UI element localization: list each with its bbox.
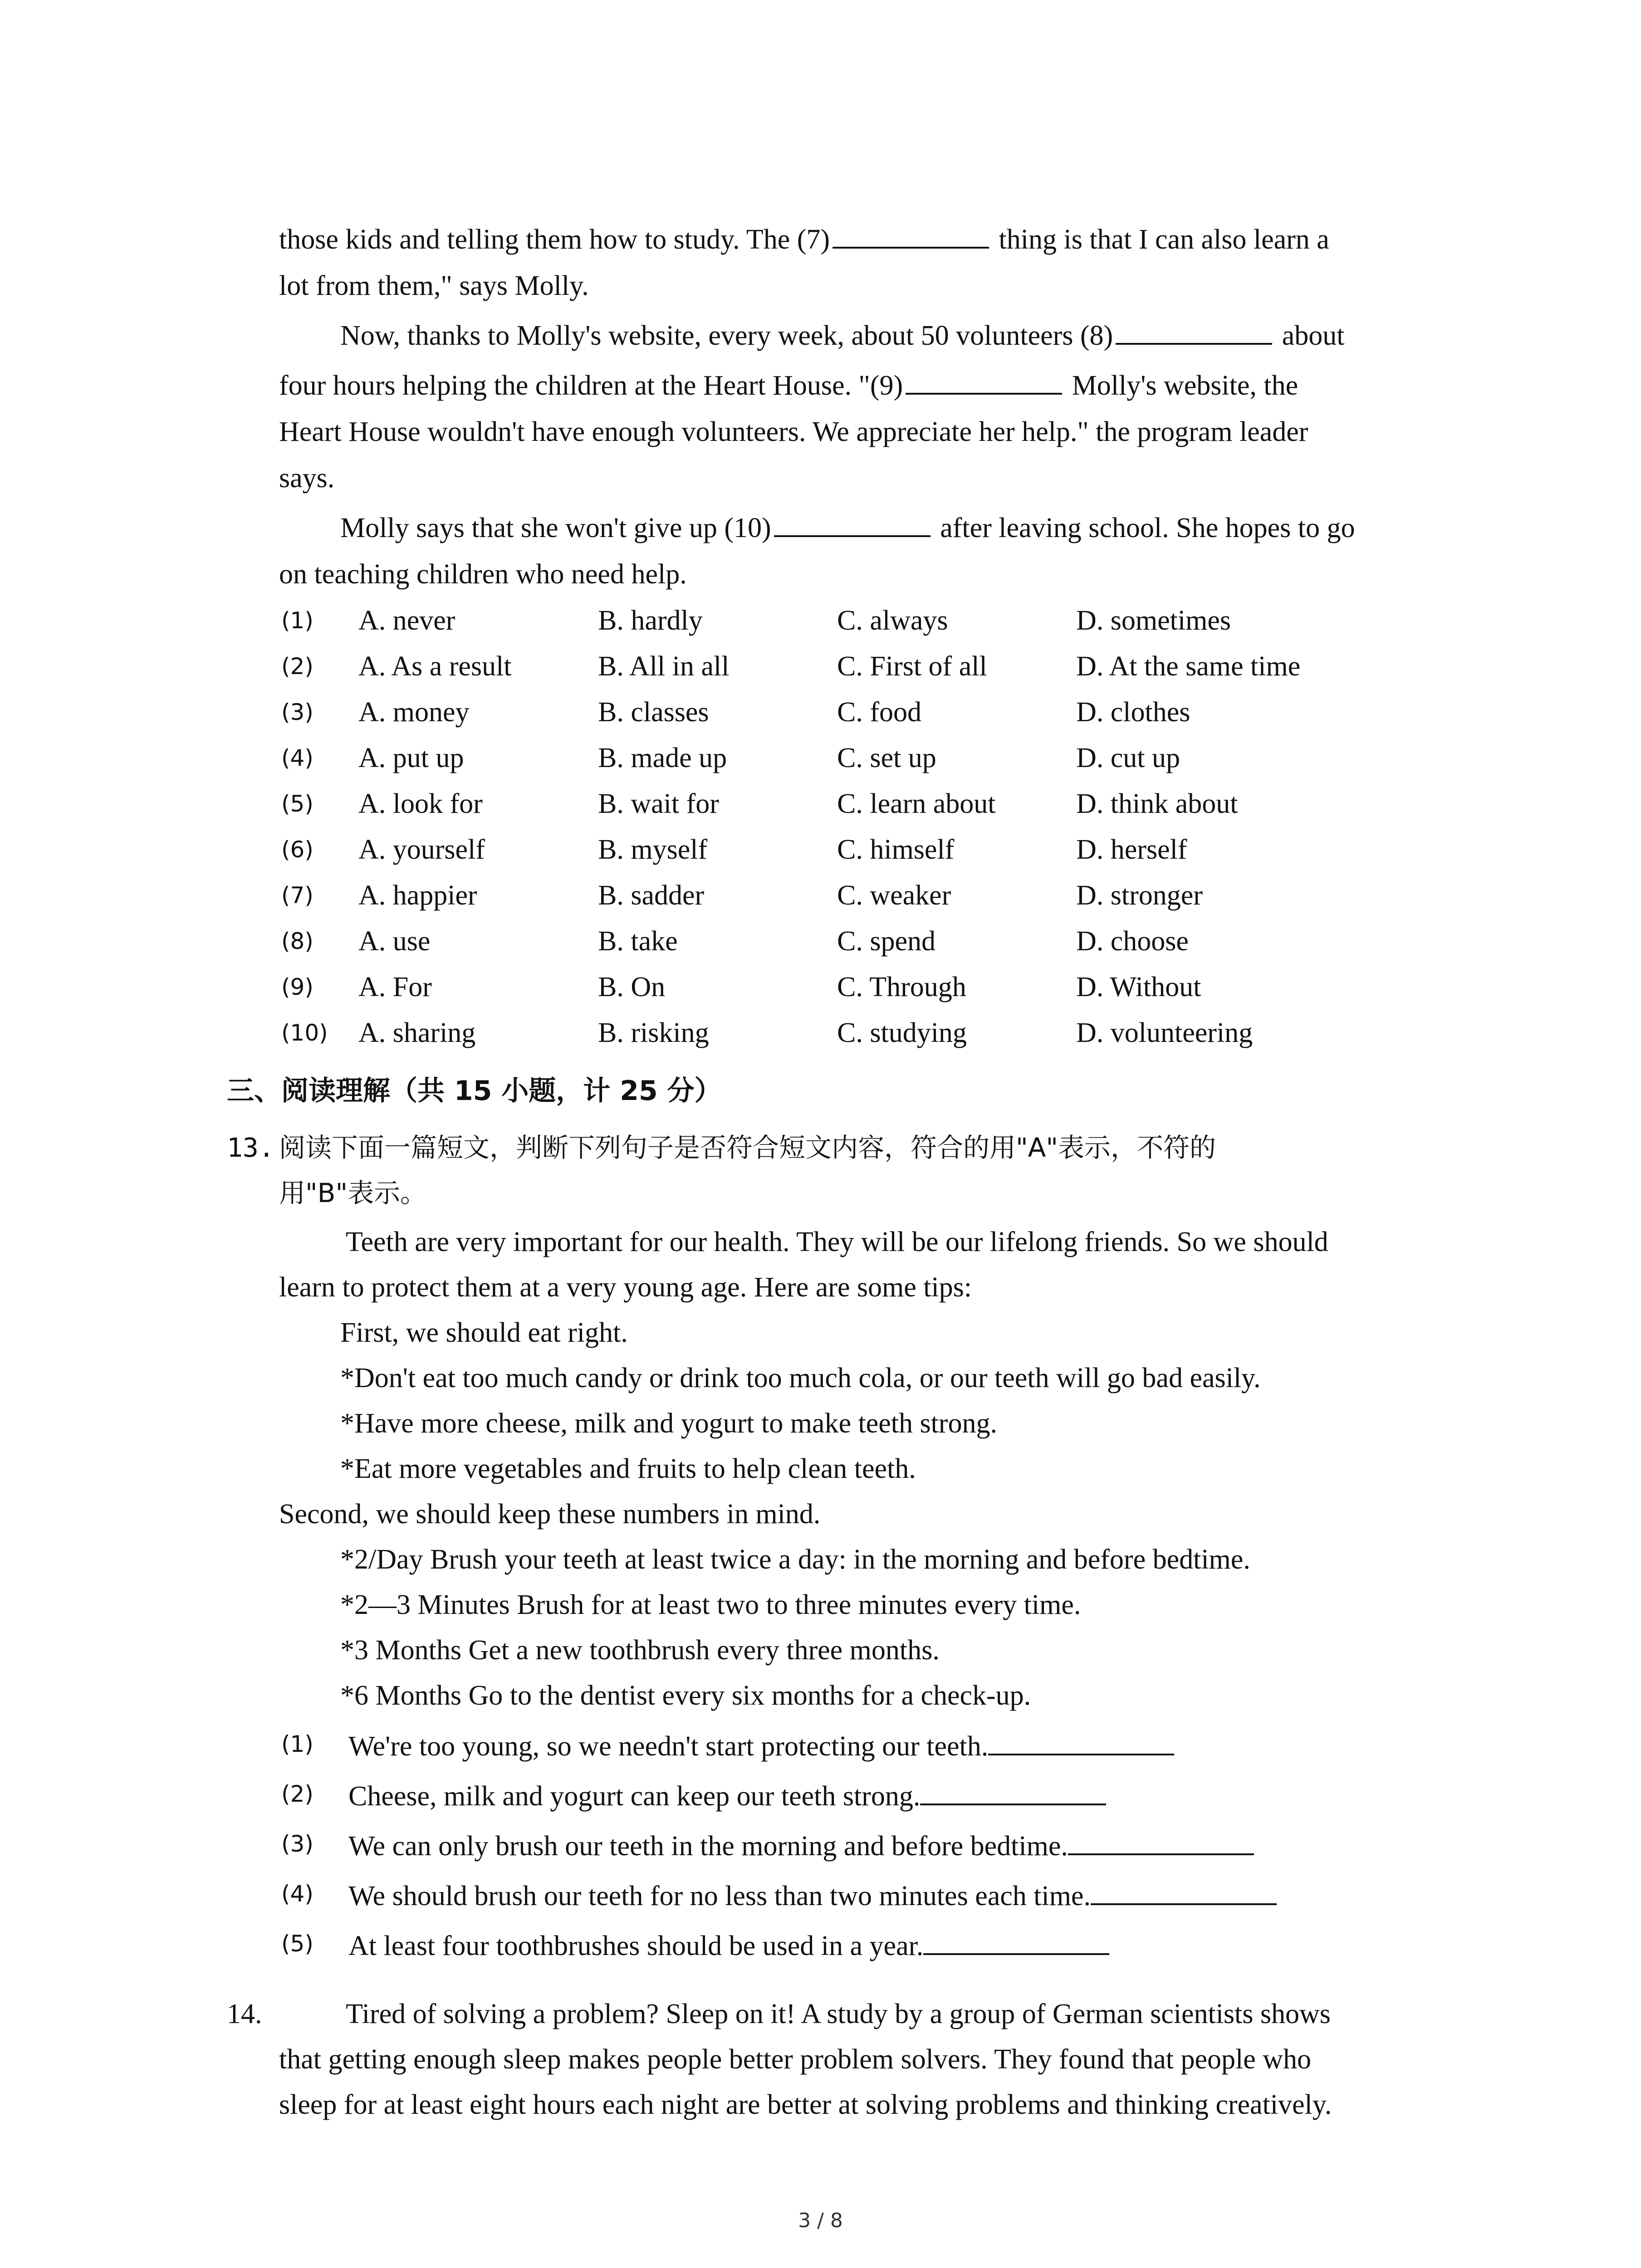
question-number: 14. — [227, 1999, 262, 2029]
option-b: B. wait for — [598, 788, 719, 819]
option-d: D. Without — [1076, 972, 1201, 1002]
passage-line: Second, we should keep these numbers in mind. — [279, 1499, 821, 1530]
answer-blank — [1116, 317, 1272, 345]
option-d: D. sometimes — [1076, 605, 1231, 636]
statement: At least four toothbrushes should be used in a year. — [348, 1923, 1112, 1969]
option-b: B. hardly — [598, 605, 703, 636]
option-c: C. weaker — [837, 880, 951, 911]
statement-number: (4) — [281, 1881, 314, 1907]
statement-number: (1) — [281, 1731, 314, 1757]
passage-line: four hours helping the children at the Heart House. "(9) Molly's website, the — [279, 363, 1298, 408]
statement: We should brush our teeth for no less than two minutes each time. — [348, 1873, 1279, 1919]
option-a: A. look for — [358, 788, 483, 819]
option-c: C. studying — [837, 1017, 967, 1048]
option-a: A. For — [358, 972, 432, 1002]
question-number: 13. — [227, 1132, 274, 1163]
answer-blank — [1068, 1827, 1254, 1855]
option-b: B. classes — [598, 697, 709, 728]
passage-line: *6 Months Go to the dentist every six months for a check-up. — [340, 1680, 1031, 1711]
option-a: A. happier — [358, 880, 477, 911]
option-a: A. use — [358, 926, 431, 957]
option-d: D. think about — [1076, 788, 1238, 819]
statement-number: (5) — [281, 1931, 314, 1957]
answer-blank — [1091, 1877, 1277, 1905]
option-d: D. stronger — [1076, 880, 1203, 911]
option-d: D. At the same time — [1076, 651, 1301, 682]
question-instruction: 阅读下面一篇短文，判断下列句子是否符合短文内容，符合的用"A"表示，不符的 — [279, 1132, 1216, 1163]
passage-line: *2—3 Minutes Brush for at least two to three minutes every time. — [340, 1589, 1081, 1620]
exam-page: those kids and telling them how to study. The (7) thing is that I can also learn a lot from them," says Molly. Now, thanks to Molly's website, every week, about 50 volunteers (8) about four hours helping the children at the Heart House. "(9) Molly's website, the Heart House wouldn't have enough volunteers. We appreciate her help." the program leader says. Molly says that she won't give up (10) after leaving school. She hopes to go on teaching children who need help. (1) A. never B. hardly C. always D. sometimes (2) A. As a result B. All in all C. First of all D. At the same time (3) A. money B. classes C. food D. clothes (4) A. put up B. made up C. set up D. cut up (5) A. look for B. wait for C. learn about D. think about (6) A. yourself B. myself C. himself D. herself (7) A. happier B. sadder C. weaker D. stronger (8) A. use B. take C. spend D. choose (9) A. For B. On C. Through D. Without (10) A. sharing B. risking C. studying D. volunteering 三、阅读理解（共 15 小题，计 25 分） 13. 阅读下面一篇短文，判断下列句子是否符合短文内容，符合的用"A"表示，不符的 用"B"表示。 Teeth are very important for our health. They will be our lifelong friends. So we should learn to protect them at a very young age. Here are some tips: First, we should eat right. *Don't eat too much candy or drink too much cola, or our teeth will go bad easily. *Have more cheese, milk and yogurt to make teeth strong. *Eat more vegetables and fruits to help clean teeth. Second, we should keep these numbers in mind. *2/Day Brush your teeth at least twice a day: in the morning and before bedtime. *2—3 Minutes Brush for at least two to three minutes every time. *3 Months Get a new toothbrush every three months. *6 Months Go to the dentist every six months for a check-up. (1) We're too young, so we needn't start protecting our teeth. (2) Cheese, milk and yogurt can keep our teeth strong. (3) We can only brush our teeth in the morning and before bedtime. (4) We should brush our teeth for no less than two minutes each time. (5) At least four toothbrushes should be used in a year. 14. Tired of solving a problem? Sleep on it! A study by a group of German scientists shows that getting enough sleep makes people better problem solvers. They found that people who sleep for at least eight hours each night are better at solving problems and thinking creatively. 3 / 8 — [0, 0, 1641, 2268]
statement: We're too young, so we needn't start protecting our teeth. — [348, 1724, 1177, 1769]
option-a: A. never — [358, 605, 456, 636]
passage-line: *Don't eat too much candy or drink too much cola, or our teeth will go bad easily. — [340, 1363, 1261, 1393]
option-b: B. All in all — [598, 651, 730, 682]
passage-line: Molly says that she won't give up (10) after leaving school. She hopes to go — [340, 505, 1355, 551]
option-a: A. sharing — [358, 1017, 476, 1048]
statement: We can only brush our teeth in the morning and before bedtime. — [348, 1823, 1257, 1869]
answer-blank — [774, 509, 931, 537]
passage-line: lot from them," says Molly. — [279, 270, 589, 301]
option-c: C. set up — [837, 743, 936, 773]
passage-line: says. — [279, 463, 335, 494]
option-a: A. money — [358, 697, 470, 728]
passage-line: learn to protect them at a very young age. Here are some tips: — [279, 1272, 972, 1303]
statement-number: (3) — [281, 1831, 314, 1857]
option-c: C. learn about — [837, 788, 996, 819]
passage-line: Teeth are very important for our health. They will be our lifelong friends. So we should — [346, 1227, 1328, 1257]
page-number: 3 / 8 — [798, 2209, 843, 2232]
passage-line: sleep for at least eight hours each night are better at solving problems and thinking creatively. — [279, 2089, 1332, 2120]
passage-line: *3 Months Get a new toothbrush every three months. — [340, 1635, 940, 1666]
answer-blank — [988, 1727, 1174, 1755]
option-c: C. food — [837, 697, 921, 728]
option-b: B. On — [598, 972, 666, 1002]
passage-line: Now, thanks to Molly's website, every week, about 50 volunteers (8) about — [340, 313, 1344, 358]
option-c: C. Through — [837, 972, 966, 1002]
passage-line: First, we should eat right. — [340, 1317, 628, 1348]
option-d: D. clothes — [1076, 697, 1190, 728]
option-b: B. take — [598, 926, 678, 957]
statement-number: (2) — [281, 1781, 314, 1807]
option-b: B. made up — [598, 743, 727, 773]
answer-blank — [833, 220, 989, 249]
passage-line: *Eat more vegetables and fruits to help clean teeth. — [340, 1453, 916, 1484]
section-title: 三、阅读理解（共 15 小题，计 25 分） — [227, 1075, 722, 1107]
option-c: C. always — [837, 605, 948, 636]
answer-blank — [906, 367, 1062, 395]
option-b: B. risking — [598, 1017, 709, 1048]
question-instruction: 用"B"表示。 — [279, 1178, 427, 1208]
statement: Cheese, milk and yogurt can keep our teeth strong. — [348, 1774, 1109, 1819]
passage-line: Tired of solving a problem? Sleep on it! A study by a group of German scientists shows — [346, 1999, 1331, 2029]
answer-blank — [923, 1927, 1109, 1955]
option-c: C. himself — [837, 834, 955, 865]
passage-line: that getting enough sleep makes people better problem solvers. They found that people who — [279, 2044, 1312, 2075]
passage-line: *2/Day Brush your teeth at least twice a day: in the morning and before bedtime. — [340, 1544, 1250, 1575]
passage-line: those kids and telling them how to study. The (7) thing is that I can also learn a — [279, 217, 1329, 262]
answer-blank — [920, 1777, 1106, 1805]
option-a: A. yourself — [358, 834, 485, 865]
passage-line: on teaching children who need help. — [279, 559, 687, 590]
option-c: C. First of all — [837, 651, 987, 682]
option-b: B. myself — [598, 834, 708, 865]
option-a: A. put up — [358, 743, 464, 773]
option-d: D. choose — [1076, 926, 1189, 957]
option-b: B. sadder — [598, 880, 705, 911]
option-c: C. spend — [837, 926, 936, 957]
option-a: A. As a result — [358, 651, 512, 682]
option-d: D. volunteering — [1076, 1017, 1253, 1048]
passage-line: Heart House wouldn't have enough volunteers. We appreciate her help." the program leader — [279, 416, 1308, 447]
option-d: D. herself — [1076, 834, 1187, 865]
option-d: D. cut up — [1076, 743, 1181, 773]
passage-line: *Have more cheese, milk and yogurt to make teeth strong. — [340, 1408, 997, 1439]
